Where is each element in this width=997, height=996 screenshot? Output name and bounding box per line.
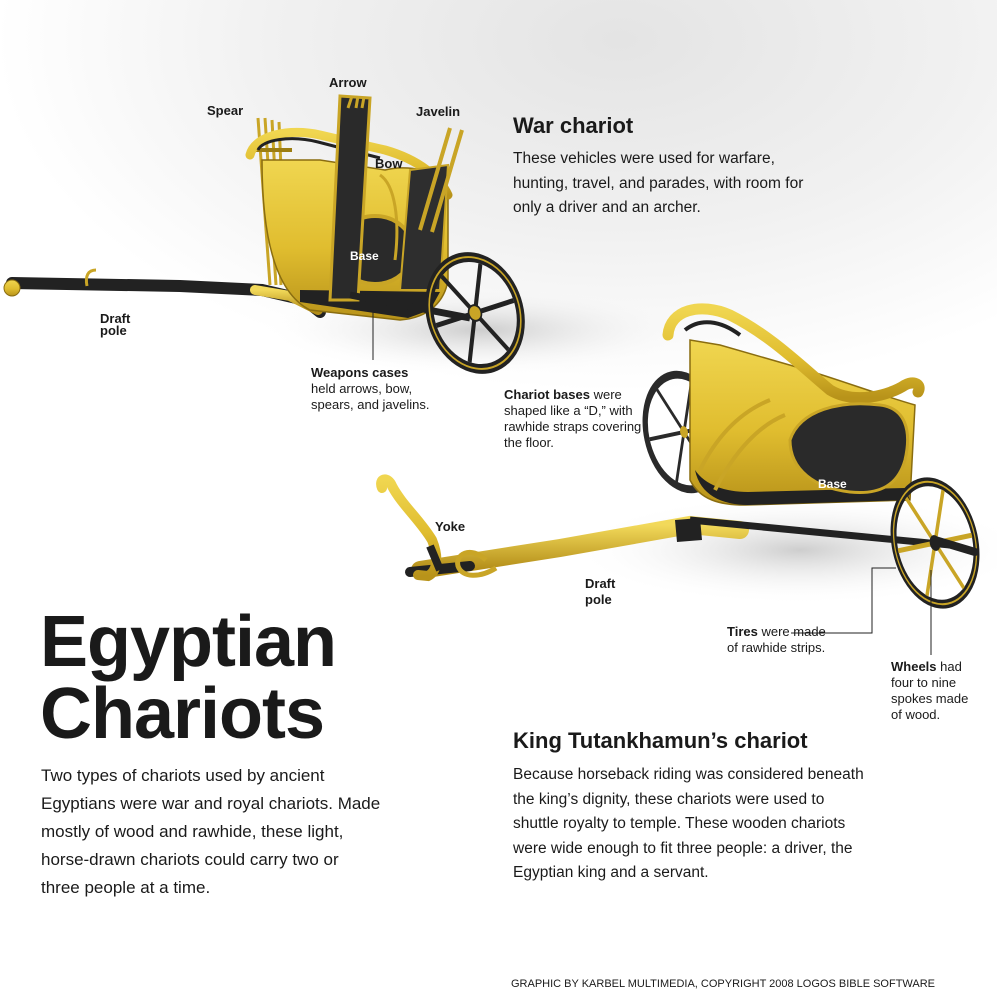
weapons-cases-note (311, 365, 436, 413)
bow-label: Bow (375, 156, 403, 171)
credit-line: GRAPHIC BY KARBEL MULTIMEDIA, COPYRIGHT 2008 LOGOS BIBLE SOFTWARE (511, 978, 936, 990)
war-chariot-description: These vehicles were used for warfare, hunting, travel, and parades, with room for only a driver and an archer. (513, 150, 804, 216)
war-draft-label-2: pole (100, 323, 127, 338)
javelin-label: Javelin (416, 104, 461, 119)
main-title-line-2: Chariots (40, 674, 325, 754)
wheels-note (891, 659, 981, 723)
yoke-label: Yoke (435, 519, 466, 534)
wheels-text: had four to nine spokes made of wood. (891, 659, 969, 722)
war-base-label: Base (350, 249, 379, 263)
weapons-cases-text: held arrows, bow, spears, and javelins. (311, 381, 430, 412)
tires-bold: Tires (727, 624, 758, 639)
arrow-label: Arrow (329, 75, 367, 90)
king-draft-label-1: Draft (585, 576, 616, 591)
tires-text: were made of rawhide strips. (727, 624, 826, 655)
tires-note (727, 624, 839, 656)
chariot-bases-bold: Chariot bases (504, 387, 590, 402)
war-draft-pole (4, 270, 320, 312)
main-title-line-1: Egyptian (40, 602, 337, 682)
king-draft-label-2: pole (585, 592, 612, 607)
intro-text: Two types of chariots used by ancient Egyptians were war and royal chariots. Made mostly of wood and rawhide, these light, horse-drawn chariots could carry two or three people at a time. (41, 766, 381, 897)
weapons-cases-bold: Weapons cases (311, 365, 409, 380)
wheels-bold: Wheels (891, 659, 937, 674)
king-base-label: Base (818, 477, 847, 491)
war-draft-label-1: Draft (100, 311, 131, 326)
chariot-bases-text: were shaped like a “D,” with rawhide straps covering the floor. (504, 387, 642, 450)
king-chariot-title: King Tutankhamun’s chariot (513, 728, 808, 753)
spear-label: Spear (207, 103, 244, 118)
chariot-bases-note (504, 387, 654, 451)
king-chariot-description: Because horseback riding was considered beneath the king’s dignity, these chariots were used to shuttle royalty to temple. These wooden chariots were wide enough to fit three people: a driver, the Egyptian king and a servant. (513, 766, 864, 881)
war-chariot-title: War chariot (513, 113, 634, 138)
